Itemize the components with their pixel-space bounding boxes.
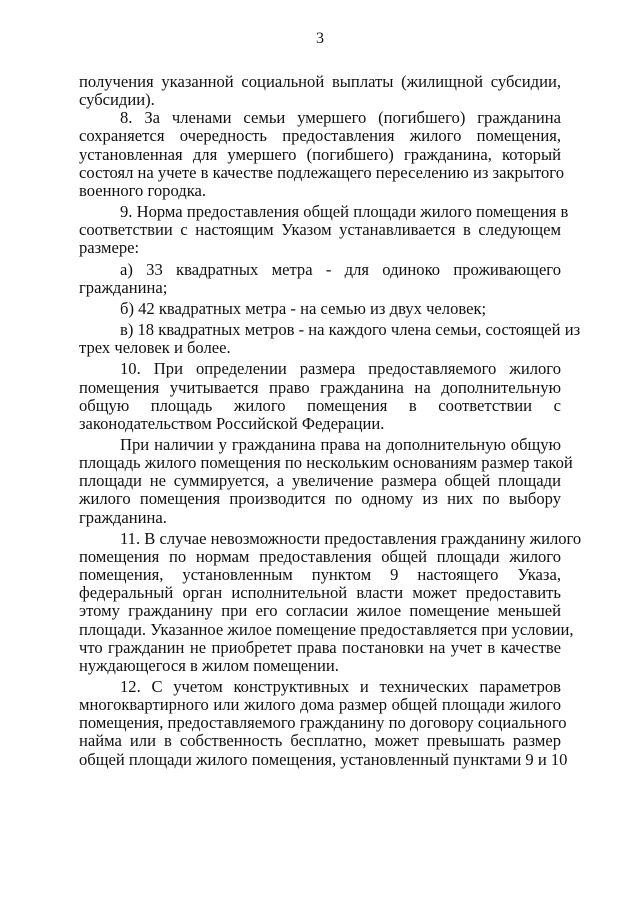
text-line: сохраняется очередность предоставления жилого помещения, bbox=[79, 126, 561, 146]
text-line: площадь жилого помещения по нескольким основаниям размер такой bbox=[79, 453, 573, 473]
text-line: 8. За членами семьи умершего (погибшего) гражданина bbox=[120, 108, 561, 128]
text-line: помещения учитывается право гражданина на дополнительную bbox=[79, 377, 561, 397]
paragraph-item-12 bbox=[79, 677, 568, 769]
paragraph-subitem-b bbox=[79, 300, 561, 318]
text-line: размере: bbox=[79, 238, 140, 258]
text-line: что гражданин не приобретет права постановки на учет в качестве bbox=[79, 637, 561, 657]
paragraph-subitem-v bbox=[79, 320, 581, 358]
text-line: жилого помещения производится по одному из них по выбору bbox=[79, 489, 561, 509]
text-line: гражданина; bbox=[79, 277, 168, 297]
text-line: получения указанной социальной выплаты (жилищной субсидии, bbox=[79, 72, 561, 91]
text-line: 11. В случае невозможности предоставления гражданину жилого bbox=[120, 528, 582, 548]
text-line: в) 18 квадратных метров - на каждого члена семьи, состоящей из bbox=[120, 320, 581, 340]
text-line: трех человек и более. bbox=[79, 338, 231, 358]
text-line: 10. При определении размера предоставляемого жилого bbox=[120, 359, 561, 379]
text-line: площади. Указанное жилое помещение предоставляется при условии, bbox=[79, 619, 574, 639]
text-line: состоял на учете в качестве подлежащего переселению из закрытого bbox=[79, 162, 565, 182]
page-number: 3 bbox=[316, 30, 324, 47]
text-line: б) 42 квадратных метра - на семью из двух человек; bbox=[120, 298, 487, 318]
paragraph-item-9 bbox=[79, 202, 569, 258]
text-line: помещения, предоставляемого гражданину по договору социального bbox=[79, 713, 567, 733]
text-line: законодательством Российской Федерации. bbox=[79, 413, 385, 433]
text-line: общую площадь жилого помещения в соответствии с bbox=[79, 395, 561, 415]
paragraph-item-8 bbox=[79, 108, 565, 200]
text-line: общей площади жилого помещения, установленный пунктами 9 и 10 bbox=[79, 749, 568, 769]
paragraph-additional-area bbox=[79, 434, 573, 527]
text-line: найма или в собственность бесплатно, может превышать размер bbox=[79, 731, 561, 751]
text-line: нуждающегося в жилом помещении. bbox=[79, 655, 339, 675]
text-line: многоквартирного или жилого дома размер общей площади жилого bbox=[79, 695, 561, 715]
paragraph-subitem-a bbox=[79, 261, 561, 297]
text-line: помещения по нормам предоставления общей площади жилого bbox=[79, 546, 561, 566]
document-body bbox=[79, 72, 582, 769]
paragraph-item-10 bbox=[79, 360, 561, 433]
text-line: установленная для умершего (погибшего) гражданина, который bbox=[79, 144, 561, 164]
text-line: площади не суммируется, а увеличение размера общей площади bbox=[79, 471, 561, 491]
text-line: 12. С учетом конструктивных и технических параметров bbox=[120, 677, 561, 696]
text-line: соответствии с настоящим Указом устанавливается в следующем bbox=[79, 220, 561, 240]
paragraph-continuation bbox=[79, 73, 561, 109]
text-line: гражданина. bbox=[79, 507, 167, 527]
text-line: субсидии). bbox=[79, 90, 155, 110]
text-line: 9. Норма предоставления общей площади жилого помещения в bbox=[120, 202, 569, 222]
text-line: помещения, установленным пунктом 9 настоящего Указа, bbox=[79, 565, 561, 585]
text-line: а) 33 квадратных метра - для одиноко проживающего bbox=[120, 259, 561, 279]
paragraph-item-11 bbox=[79, 528, 582, 675]
text-line: При наличии у гражданина права на дополнительную общую bbox=[120, 434, 561, 454]
text-line: федеральный орган исполнительной власти может предоставить bbox=[79, 583, 561, 603]
text-line: этому гражданину при его согласии жилое помещение меньшей bbox=[79, 601, 561, 621]
text-line: военного городка. bbox=[79, 180, 207, 200]
